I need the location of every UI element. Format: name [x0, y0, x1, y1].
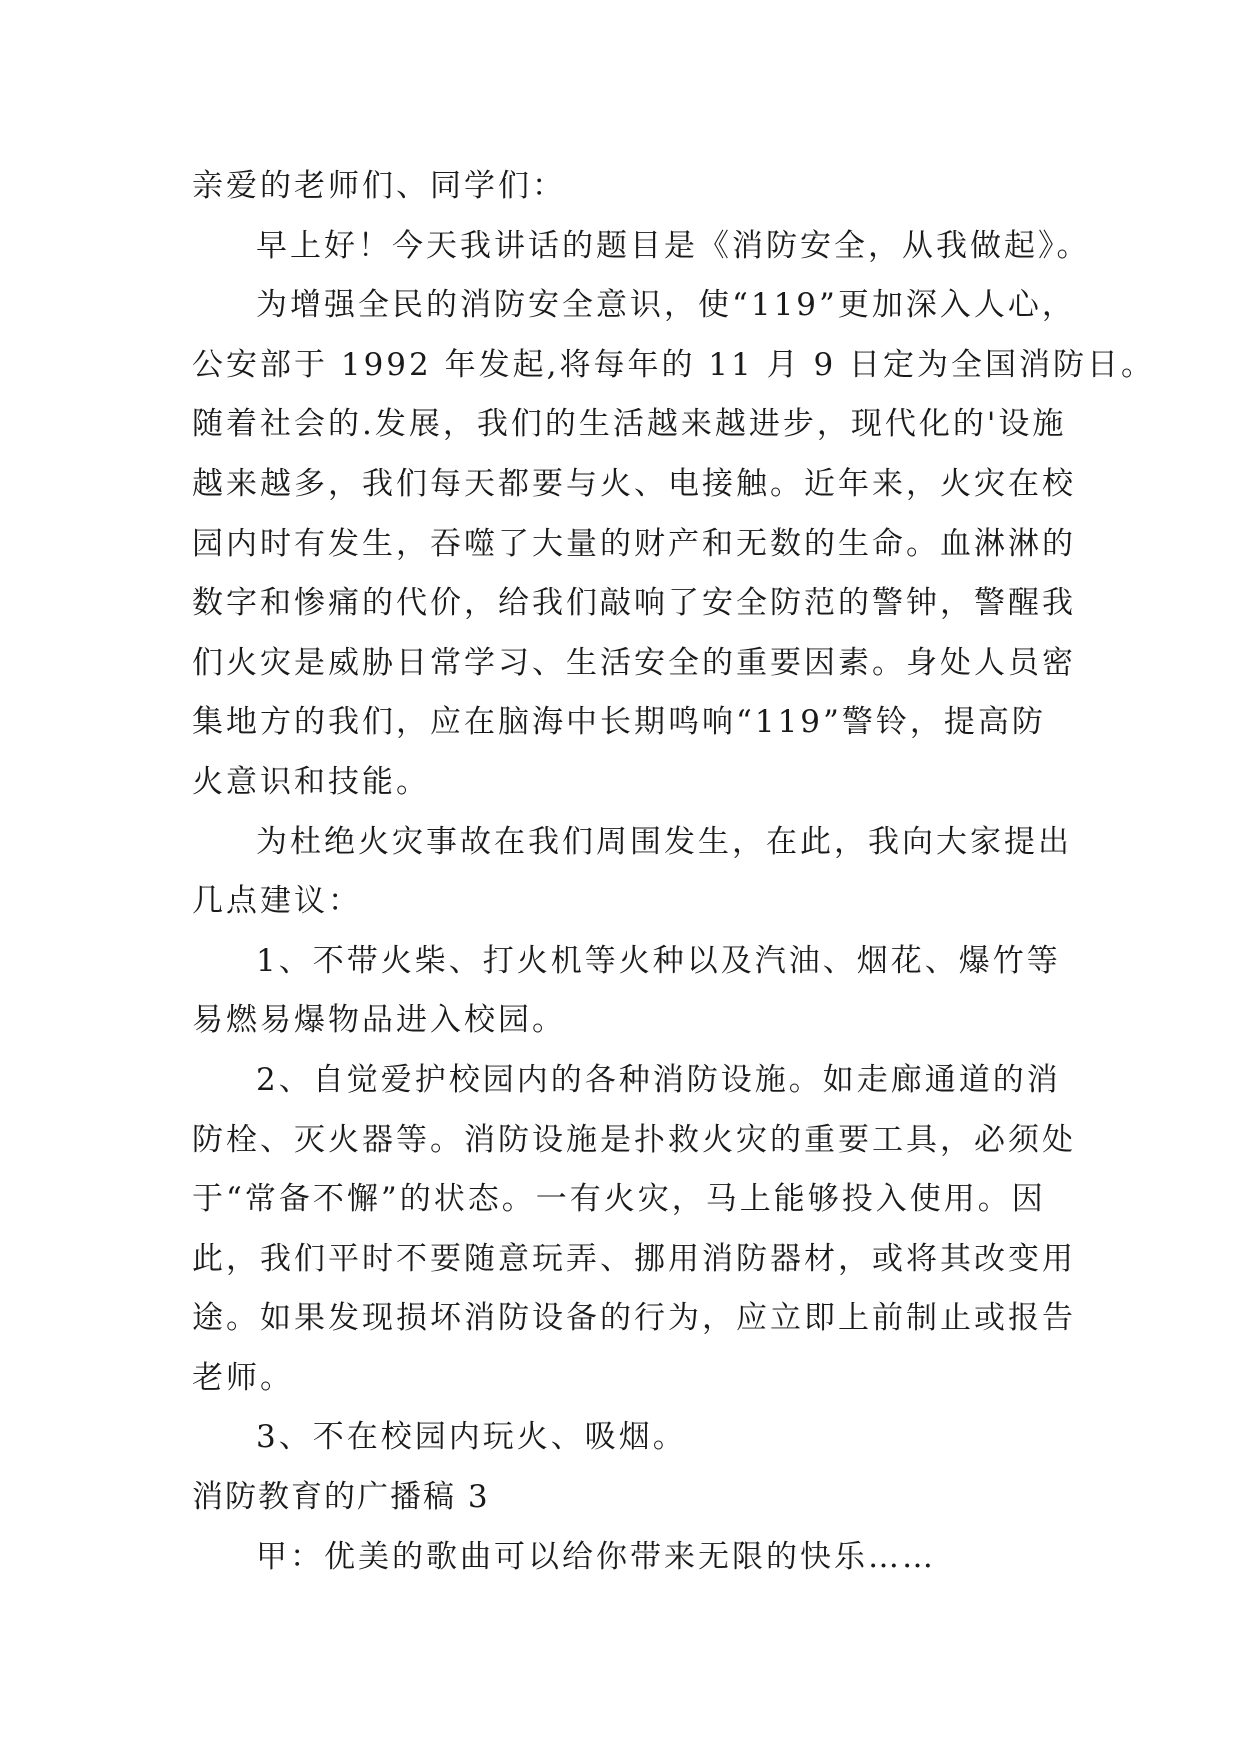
- text-line: 为杜绝火灾事故在我们周围发生，在此，我向大家提出: [256, 823, 1072, 860]
- text-line: 们火灾是威胁日常学习、生活安全的重要因素。身处人员密: [192, 644, 1076, 681]
- text-line: 途。如果发现损坏消防设备的行为，应立即上前制止或报告: [192, 1300, 1076, 1337]
- text-line: 几点建议：: [192, 883, 362, 920]
- text-line: 甲：优美的歌曲可以给你带来无限的快乐……: [256, 1538, 936, 1575]
- text-line: 亲爱的老师们、同学们：: [192, 168, 566, 204]
- document-body: [192, 157, 1156, 1587]
- section-heading: 消防教育的广播稿 3: [192, 1479, 490, 1516]
- text-line: 2、自觉爱护校园内的各种消防设施。如走廊通道的消: [256, 1061, 1061, 1098]
- text-line: 3、不在校园内玩火、吸烟。: [256, 1419, 687, 1456]
- text-line: 数字和惨痛的代价，给我们敲响了安全防范的警钟，警醒我: [192, 585, 1076, 622]
- text-line: 老师。: [192, 1359, 294, 1396]
- text-line: 防栓、灭火器等。消防设施是扑救火灾的重要工具，必须处: [192, 1121, 1076, 1158]
- text-line: 此，我们平时不要随意玩弄、挪用消防器材，或将其改变用: [192, 1240, 1076, 1277]
- text-line: 集地方的我们，应在脑海中长期鸣响“119”警铃，提高防: [192, 704, 1046, 741]
- text-line: 易燃易爆物品进入校园。: [192, 1002, 566, 1039]
- text-line: 园内时有发生，吞噬了大量的财产和无数的生命。血淋淋的: [192, 525, 1076, 562]
- text-line: 公安部于 1992 年发起,将每年的 11 月 9 日定为全国消防日。: [192, 346, 1156, 383]
- text-line: 随着社会的.发展，我们的生活越来越进步，现代化的'设施: [192, 406, 1067, 443]
- text-line: 火意识和技能。: [192, 763, 430, 800]
- text-line: 越来越多，我们每天都要与火、电接触。近年来，火灾在校: [192, 465, 1076, 502]
- text-line: 于“常备不懈”的状态。一有火灾，马上能够投入使用。因: [192, 1181, 1046, 1218]
- text-line: 为增强全民的消防安全意识，使“119”更加深入人心，: [256, 287, 1076, 324]
- text-line: 1、不带火柴、打火机等火种以及汽油、烟花、爆竹等: [256, 942, 1061, 979]
- text-line: 早上好！今天我讲话的题目是《消防安全，从我做起》。: [256, 227, 1091, 264]
